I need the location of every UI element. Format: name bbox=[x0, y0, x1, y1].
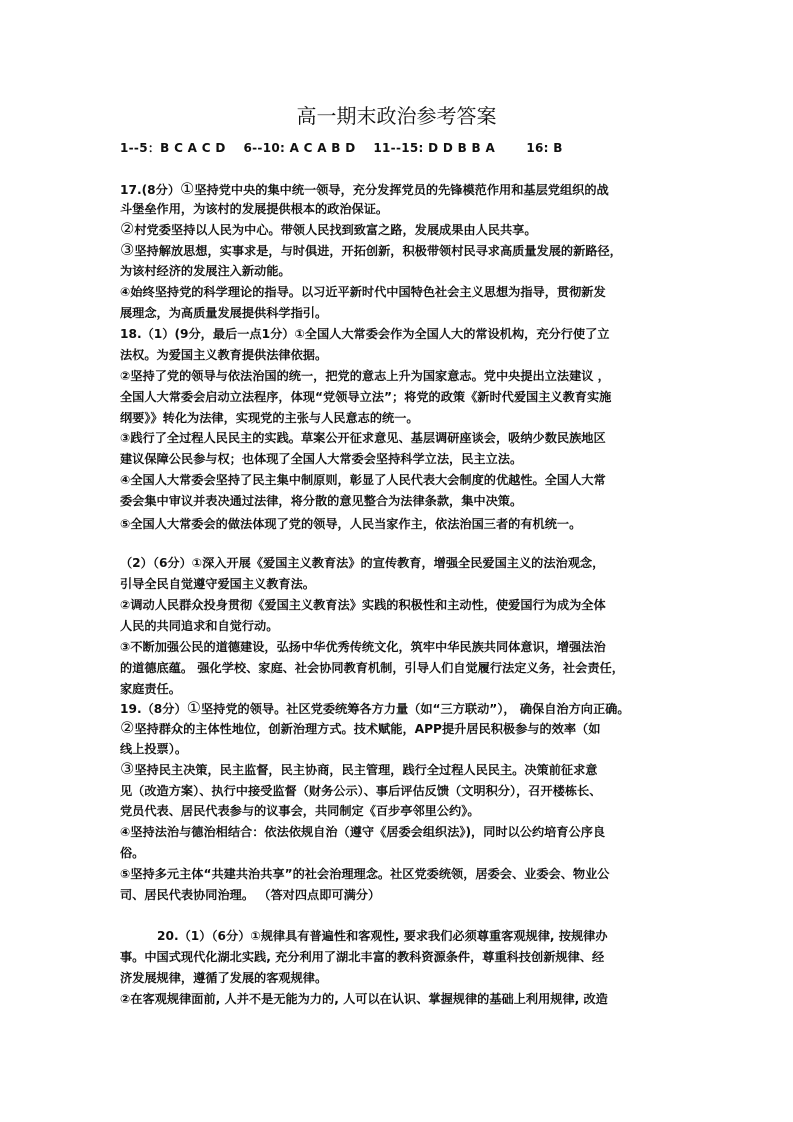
q17-line-7: 展理念，为高质量发展提供科学指引。 bbox=[120, 306, 328, 320]
q18-1-line-2: 法权。为爱国主义教育提供法律依据。 bbox=[120, 348, 328, 362]
q18-1-line-7: 建议保障公民参与权；也体现了全国人大常委会坚持科学立法，民主立法。 bbox=[120, 452, 523, 466]
q17-text-4: 坚持解放思想，实事求是，与时俱进，开拓创新，积极带领村民寻求高质量发展的新路径， bbox=[134, 244, 622, 258]
q18-2-line-2: 引导全民自觉遵守爱国主义教育法。 bbox=[120, 577, 315, 591]
q19-line-6: 党员代表、居民代表参与的议事会，共同制定《百步亭邻里公约》。 bbox=[120, 804, 480, 818]
q19-marker-2: ② bbox=[120, 718, 135, 737]
q18-1-line-10: ⑤全国人大常委会的做法体现了党的领导，人民当家作主，依法治国三者的有机统一。 bbox=[120, 517, 582, 531]
q19-line-2 bbox=[120, 720, 600, 736]
q17-line-6: ④始终坚持党的科学理论的指导。以习近平新时代中国特色社会主义思想为指导，贯彻新发 bbox=[120, 285, 606, 299]
q18-2-line-4: 人民的共同追求和自觉行动。 bbox=[120, 619, 279, 633]
q20-line-2: 事。中国式现代化湖北实践, 充分利用了湖北丰富的教科资源条件，尊重科技创新规律、经 bbox=[120, 950, 605, 964]
q18-1-line-3: ②坚持了党的领导与依法治国的统一，把党的意志上升为国家意志。党中央提出立法建议 ， bbox=[120, 369, 610, 383]
q18-2-line-6: 的道德底蕴。 强化学校、家庭、社会协同教育机制，引导人们自觉履行法定义务，社会责任， bbox=[120, 661, 624, 675]
q19-marker-1: ① bbox=[186, 698, 201, 717]
q17-text-3: 村党委坚持以人民为中心。带领人民找到致富之路，发展成果由人民共享。 bbox=[134, 223, 537, 237]
q17-marker-3: ③ bbox=[120, 240, 135, 259]
q18-1-line-6: ③践行了全过程人民民主的实践。草案公开征求意见、基层调研座谈会，吸纳少数民族地区 bbox=[120, 431, 606, 445]
multiple-choice-answers: 1--5：B C A C D 6--10: A C A B D 11--15: D D B B A 16: B bbox=[120, 141, 563, 155]
q19-text-1: 坚持党的领导。社区党委统筹各方力量（如“三方联动”）， 确保自治方向正确。 bbox=[200, 702, 630, 716]
q19-prefix: 19.（8分） bbox=[120, 702, 187, 716]
q20-line-1: 20.（1）（6分）①规律具有普遍性和客观性, 要求我们必须尊重客观规律, 按规律办 bbox=[157, 929, 608, 943]
q17-marker-1: ① bbox=[180, 179, 195, 198]
q17-line-3 bbox=[120, 221, 537, 237]
q17-line-4 bbox=[120, 242, 622, 258]
q18-2-line-1: （2）（6分）①深入开展《爱国主义教育法》的宣传教育，增强全民爱国主义的法治观念， bbox=[120, 556, 605, 570]
q19-marker-3: ③ bbox=[120, 759, 135, 778]
q19-text-4: 坚持民主决策，民主监督，民主协商，民主管理，践行全过程人民民主。决策前征求意 bbox=[134, 763, 598, 777]
q20-line-4: ②在客观规律面前, 人并不是无能为力的, 人可以在认识、掌握规律的基础上利用规律, 改造 bbox=[120, 992, 608, 1006]
q18-2-line-7: 家庭责任。 bbox=[120, 682, 181, 696]
q20-line-3: 济发展规律，遵循了发展的客观规律。 bbox=[120, 971, 328, 985]
q18-2-line-5: ③不断加强公民的道德建设，弘扬中华优秀传统文化，筑牢中华民族共同体意识，增强法治 bbox=[120, 640, 606, 654]
q19-text-2: 坚持群众的主体性地位，创新治理方式。技术赋能，APP提升居民积极参与的效率（如 bbox=[134, 722, 601, 736]
q19-line-9: ⑤坚持多元主体“共建共治共享”的社会治理理念。社区党委统领，居委会、业委会、物业公 bbox=[120, 867, 610, 881]
q17-line-5: 为该村经济的发展注入新动能。 bbox=[120, 264, 291, 278]
q17-text-1: 坚持党中央的集中统一领导，充分发挥党员的先锋模范作用和基层党组织的战 bbox=[194, 183, 609, 197]
q19-line-1 bbox=[120, 700, 630, 716]
q18-1-line-5: 纲要》》转化为法律，实现党的主张与人民意志的统一。 bbox=[120, 411, 419, 425]
q19-line-3: 线上投票）。 bbox=[120, 742, 188, 756]
q17-marker-2: ② bbox=[120, 219, 135, 238]
q18-1-line-4: 全国人大常委会启动立法程序，体现“党领导立法”；将党的政策《新时代爱国主义教育实施 bbox=[120, 390, 612, 404]
q18-1-line-9: 委会集中审议并表决通过法律，将分散的意见整合为法律条款，集中决策。 bbox=[120, 494, 523, 508]
q19-line-8: 俗。 bbox=[120, 846, 145, 860]
q17-line-1 bbox=[120, 181, 609, 197]
q19-line-4 bbox=[120, 761, 597, 777]
q19-line-5: 见（改造方案）、执行中接受监督（财务公示）、事后评估反馈（文明积分），召开楼栋长、 bbox=[120, 784, 602, 798]
q19-line-7: ④坚持法治与德治相结合：依法依规自治（遵守《居委会组织法》)，同时以公约培育公序良 bbox=[120, 825, 606, 839]
q18-1-line-8: ④全国人大常委会坚持了民主集中制原则，彰显了人民代表大会制度的优越性。全国人大常 bbox=[120, 473, 606, 487]
page-title: 高一期末政治参考答案 bbox=[296, 104, 497, 128]
q17-prefix: 17.(8分） bbox=[120, 183, 181, 197]
q17-line-2: 斗堡垒作用，为该村的发展提供根本的政治保证。 bbox=[120, 202, 389, 216]
q18-2-line-3: ②调动人民群众投身贯彻《爱国主义教育法》实践的积极性和主动性，使爱国行为成为全体 bbox=[120, 598, 606, 612]
q19-line-10: 司、居民代表协同治理。 （答对四点即可满分） bbox=[120, 888, 381, 902]
q18-1-line-1: 18.（1）(9分，最后一点1分）①全国人大常委会作为全国人大的常设机构，充分行使了立 bbox=[120, 327, 610, 341]
